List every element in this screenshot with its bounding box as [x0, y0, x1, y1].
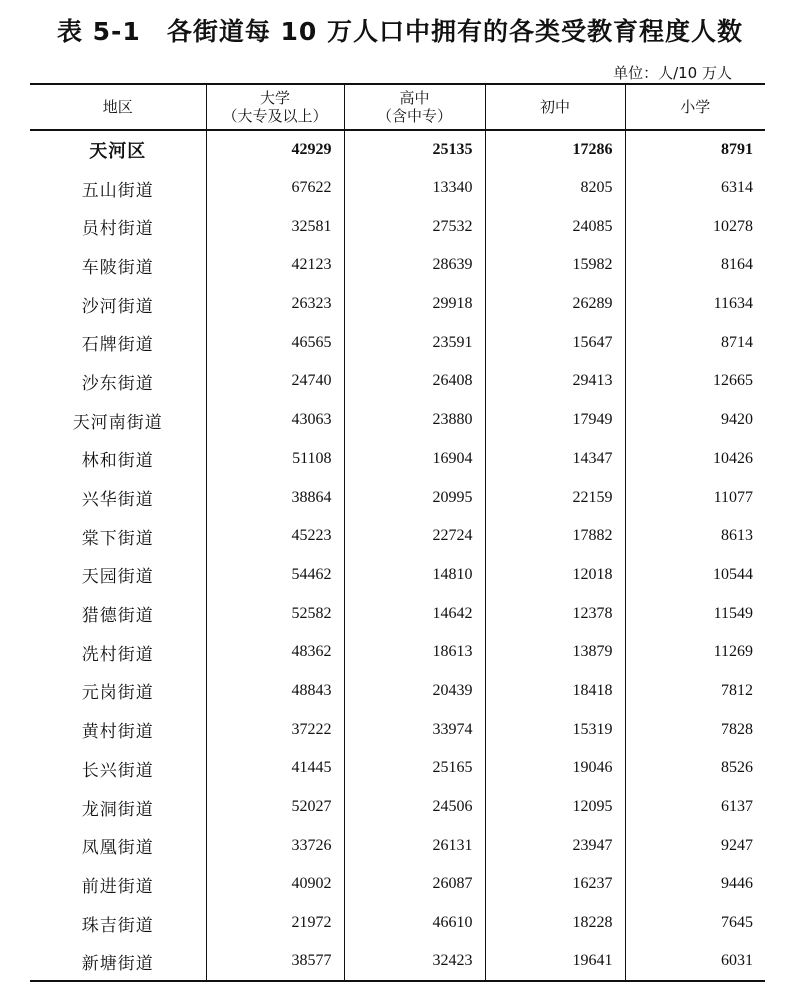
university-cell: 40902	[206, 865, 344, 904]
region-cell: 天河南街道	[72, 412, 163, 433]
table-row	[30, 285, 765, 324]
university-cell: 42123	[206, 246, 344, 285]
primary-cell: 12665	[625, 362, 765, 401]
high-school-cell: 32423	[344, 942, 485, 981]
region-cell: 凤凰街道	[81, 838, 154, 859]
table-row	[30, 401, 765, 440]
table-body	[30, 130, 765, 981]
junior-cell: 17949	[485, 401, 625, 440]
high-school-cell: 26087	[344, 865, 485, 904]
junior-cell: 18228	[485, 904, 625, 943]
primary-cell: 6314	[625, 169, 765, 208]
header-row	[30, 84, 765, 130]
junior-cell: 12095	[485, 788, 625, 827]
table-row	[30, 672, 765, 711]
primary-cell: 10426	[625, 440, 765, 479]
high-school-cell: 27532	[344, 207, 485, 246]
header-university	[206, 84, 344, 130]
junior-cell: 14347	[485, 440, 625, 479]
university-cell: 37222	[206, 710, 344, 749]
header-primary: 小学	[625, 84, 765, 130]
university-cell: 67622	[206, 169, 344, 208]
header-junior: 初中	[485, 84, 625, 130]
high-school-cell: 26408	[344, 362, 485, 401]
university-cell: 54462	[206, 556, 344, 595]
junior-cell: 19641	[485, 942, 625, 981]
region-cell: 沙河街道	[81, 296, 154, 317]
table-row	[30, 362, 765, 401]
junior-cell: 17286	[485, 130, 625, 169]
university-cell: 38577	[206, 942, 344, 981]
header-high-line2: （含中专）	[376, 107, 452, 125]
region-cell: 冼村街道	[81, 644, 154, 665]
region-cell: 天园街道	[81, 567, 154, 588]
region-cell: 兴华街道	[81, 490, 154, 511]
university-cell: 43063	[206, 401, 344, 440]
primary-cell: 8526	[625, 749, 765, 788]
high-school-cell: 18613	[344, 633, 485, 672]
university-cell: 52582	[206, 594, 344, 633]
primary-cell: 11077	[625, 478, 765, 517]
high-school-cell: 20439	[344, 672, 485, 711]
primary-cell: 7645	[625, 904, 765, 943]
university-cell: 38864	[206, 478, 344, 517]
region-cell: 珠吉街道	[81, 915, 154, 936]
junior-cell: 19046	[485, 749, 625, 788]
junior-cell: 13879	[485, 633, 625, 672]
university-cell: 41445	[206, 749, 344, 788]
junior-cell: 15647	[485, 323, 625, 362]
primary-cell: 11634	[625, 285, 765, 324]
high-school-cell: 25165	[344, 749, 485, 788]
unit-label: 单位：人/10 万人	[613, 64, 732, 82]
table-row	[30, 246, 765, 285]
high-school-cell: 14810	[344, 556, 485, 595]
region-cell: 黄村街道	[81, 722, 154, 743]
table-row-total	[30, 130, 765, 169]
junior-cell: 17882	[485, 517, 625, 556]
table-row	[30, 556, 765, 595]
junior-cell: 24085	[485, 207, 625, 246]
table-row	[30, 633, 765, 672]
high-school-cell: 23880	[344, 401, 485, 440]
university-cell: 24740	[206, 362, 344, 401]
high-school-cell: 23591	[344, 323, 485, 362]
primary-cell: 10278	[625, 207, 765, 246]
table-row	[30, 478, 765, 517]
table-row	[30, 323, 765, 362]
table-row	[30, 826, 765, 865]
high-school-cell: 46610	[344, 904, 485, 943]
high-school-cell: 13340	[344, 169, 485, 208]
region-cell: 长兴街道	[81, 760, 154, 781]
region-cell: 猎德街道	[81, 606, 154, 627]
region-cell: 员村街道	[81, 219, 154, 240]
table-row	[30, 865, 765, 904]
table-row	[30, 749, 765, 788]
university-cell: 33726	[206, 826, 344, 865]
junior-cell: 12378	[485, 594, 625, 633]
region-cell: 龙洞街道	[81, 799, 154, 820]
region-cell: 棠下街道	[81, 528, 154, 549]
primary-cell: 9247	[625, 826, 765, 865]
table-row	[30, 594, 765, 633]
high-school-cell: 33974	[344, 710, 485, 749]
primary-cell: 9446	[625, 865, 765, 904]
region-cell: 五山街道	[81, 180, 154, 201]
table-row	[30, 169, 765, 208]
header-region: 地区	[102, 98, 133, 116]
university-cell: 42929	[206, 130, 344, 169]
primary-cell: 8613	[625, 517, 765, 556]
high-school-cell: 14642	[344, 594, 485, 633]
region-cell: 新塘街道	[81, 953, 154, 974]
education-table	[30, 83, 765, 982]
region-cell: 车陂街道	[81, 257, 154, 278]
primary-cell: 10544	[625, 556, 765, 595]
high-school-cell: 22724	[344, 517, 485, 556]
university-cell: 46565	[206, 323, 344, 362]
primary-cell: 6031	[625, 942, 765, 981]
primary-cell: 6137	[625, 788, 765, 827]
header-university-line2: （大专及以上）	[222, 107, 328, 125]
region-cell: 前进街道	[81, 876, 154, 897]
junior-cell: 18418	[485, 672, 625, 711]
university-cell: 26323	[206, 285, 344, 324]
primary-cell: 11549	[625, 594, 765, 633]
primary-cell: 8714	[625, 323, 765, 362]
high-school-cell: 24506	[344, 788, 485, 827]
junior-cell: 22159	[485, 478, 625, 517]
junior-cell: 16237	[485, 865, 625, 904]
header-university-line1: 大学	[259, 89, 290, 107]
region-cell: 石牌街道	[81, 335, 154, 356]
junior-cell: 8205	[485, 169, 625, 208]
primary-cell: 8164	[625, 246, 765, 285]
university-cell: 45223	[206, 517, 344, 556]
primary-cell: 7812	[625, 672, 765, 711]
region-cell: 林和街道	[81, 451, 154, 472]
table-row	[30, 942, 765, 981]
high-school-cell: 20995	[344, 478, 485, 517]
university-cell: 51108	[206, 440, 344, 479]
junior-cell: 12018	[485, 556, 625, 595]
junior-cell: 26289	[485, 285, 625, 324]
table-row	[30, 710, 765, 749]
university-cell: 48362	[206, 633, 344, 672]
primary-cell: 7828	[625, 710, 765, 749]
header-high-line1: 高中	[399, 89, 430, 107]
high-school-cell: 25135	[344, 130, 485, 169]
junior-cell: 29413	[485, 362, 625, 401]
region-cell: 沙东街道	[81, 373, 154, 394]
table-row	[30, 788, 765, 827]
primary-cell: 11269	[625, 633, 765, 672]
university-cell: 52027	[206, 788, 344, 827]
header-high-school	[344, 84, 485, 130]
high-school-cell: 26131	[344, 826, 485, 865]
region-cell: 元岗街道	[81, 683, 154, 704]
table-row	[30, 904, 765, 943]
junior-cell: 15982	[485, 246, 625, 285]
primary-cell: 8791	[625, 130, 765, 169]
region-cell: 天河区	[89, 140, 147, 162]
junior-cell: 23947	[485, 826, 625, 865]
high-school-cell: 28639	[344, 246, 485, 285]
university-cell: 32581	[206, 207, 344, 246]
high-school-cell: 29918	[344, 285, 485, 324]
table-title: 表 5-1 各街道每 10 万人口中拥有的各类受教育程度人数	[56, 17, 744, 46]
primary-cell: 9420	[625, 401, 765, 440]
university-cell: 48843	[206, 672, 344, 711]
table-row	[30, 207, 765, 246]
high-school-cell: 16904	[344, 440, 485, 479]
junior-cell: 15319	[485, 710, 625, 749]
university-cell: 21972	[206, 904, 344, 943]
table-row	[30, 517, 765, 556]
table-row	[30, 440, 765, 479]
